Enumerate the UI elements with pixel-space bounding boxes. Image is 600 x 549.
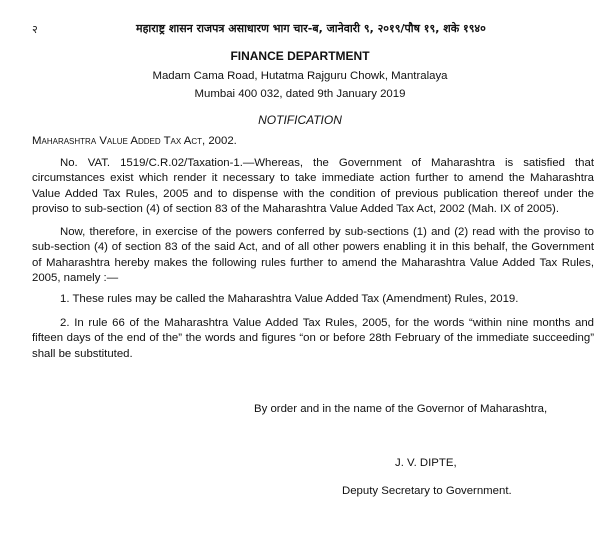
address-line-2: Mumbai 400 032, dated 9th January 2019 (194, 88, 406, 100)
rule-1 (32, 292, 594, 307)
rule-2-text: 2. In rule 66 of the Maharashtra Value Added Tax Rules, 2005, for the words “within nine months and fifteen days of the end of the” the words and figures “on or before 28th February of the immediate succeeding” shall be substituted. (32, 317, 594, 360)
rule-1-text: 1. These rules may be called the Maharashtra Value Added Tax (Amendment) Rules, 2019. (60, 293, 519, 305)
enacting-text: Now, therefore, in exercise of the powers conferred by sub-sections (1) and (2) read with the proviso to sub-section (4) of section 83 of the said Act, and of all other powers enabling it in this behalf, the Government of Maharashtra hereby makes the following rules further to amend the Maharashtra Value Added Tax Rules, 2005, namely :— (32, 226, 594, 284)
preamble-paragraph (32, 156, 594, 217)
signatory-name: J. V. DIPTE, (395, 457, 457, 469)
preamble-text: No. VAT. 1519/C.R.02/Taxation-1.—Whereas, the Government of Maharashtra is satisfied that circumstances exist which render it necessary to take immediate action further to amend the Maharashtra Value Added Tax Rules, 2005 and to dispense with the condition of previous publication thereof under the proviso to sub-section (4) of section 83 of the Maharashtra Value Added Tax Act, 2002 (Mah. IX of 2005). (32, 157, 594, 215)
department-title: FINANCE DEPARTMENT (230, 49, 370, 63)
act-title: Maharashtra Value Added Tax Act, 2002. (32, 135, 237, 147)
enacting-paragraph (32, 225, 594, 286)
signatory-designation: Deputy Secretary to Government. (342, 485, 512, 497)
page-number: २ (32, 23, 38, 36)
rule-2 (32, 316, 594, 362)
notification-heading: NOTIFICATION (258, 113, 342, 127)
address-line-1: Madam Cama Road, Hutatma Rajguru Chowk, Mantralaya (152, 70, 448, 82)
order-line: By order and in the name of the Governor of Maharashtra, (254, 403, 548, 415)
gazette-header: महाराष्ट्र शासन राजपत्र असाधारण भाग चार-ब, जानेवारी ९, २०१९/पौष १९, शके १९४० (136, 22, 486, 35)
